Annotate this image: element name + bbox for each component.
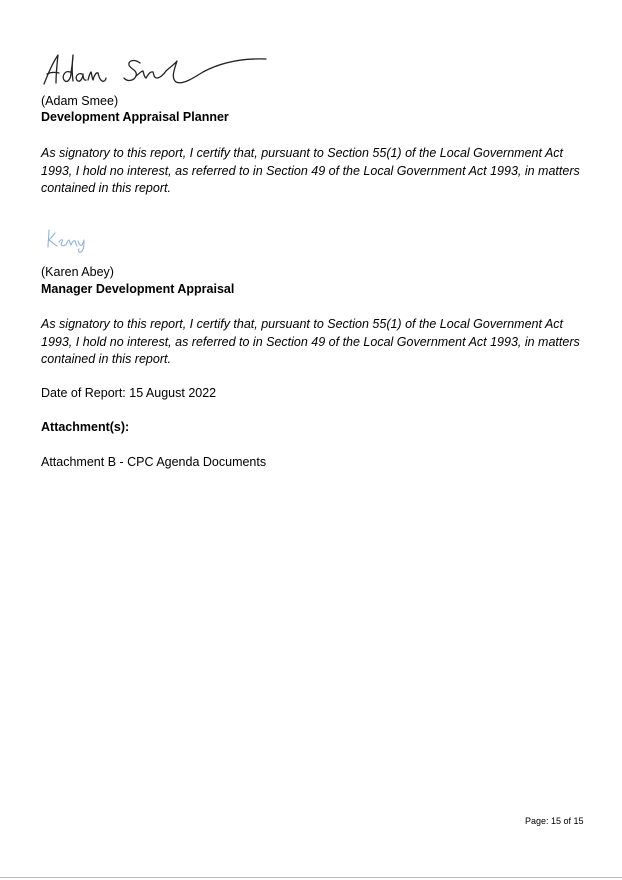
signatory-2-statement: As signatory to this report, I certify that, pursuant to Section 55(1) of the Local Government Act 1993, I hold no interest, as referred to in Section 49 of the Local Government Act 1993, in matters contained in this report. [41,317,580,366]
signatory-1-statement: As signatory to this report, I certify that, pursuant to Section 55(1) of the Local Government Act 1993, I hold no interest, as referred to in Section 49 of the Local Government Act 1993, in matters contained in this report. [41,146,580,195]
signature-karen-abey [44,226,94,254]
report-date: Date of Report: 15 August 2022 [41,386,217,400]
signatory-1-name: (Adam Smee) [41,94,119,108]
page-bottom-divider [0,877,622,878]
attachments-heading: Attachment(s): [41,420,130,434]
signatory-1-title: Development Appraisal Planner [41,110,229,124]
signature-adam-smee [40,50,272,92]
signatory-2-title: Manager Development Appraisal [41,282,235,296]
page-number: Page: 15 of 15 [525,816,584,826]
signatory-2-name: (Karen Abey) [41,265,114,279]
attachment-item: Attachment B - CPC Agenda Documents [41,455,267,469]
